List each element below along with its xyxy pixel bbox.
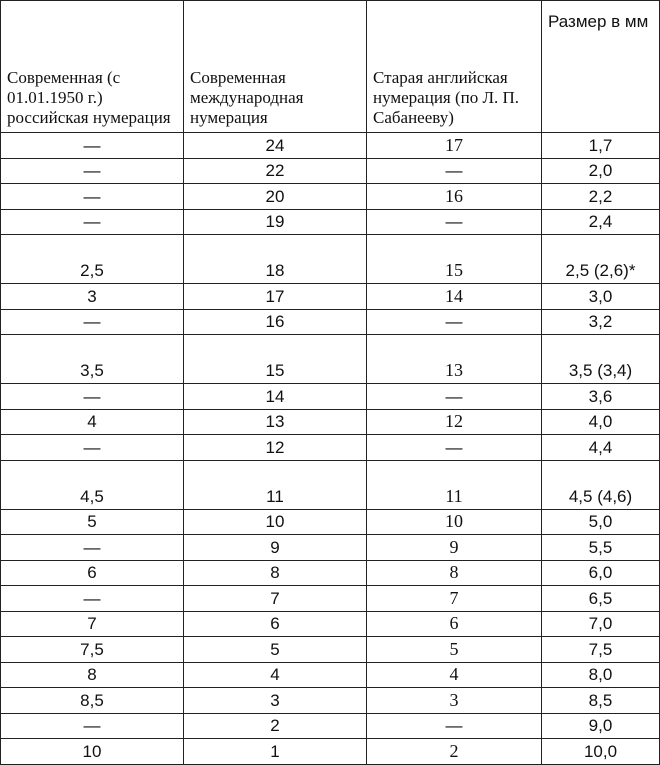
cell-size-mm: 1,7 (542, 133, 660, 159)
table-row (1, 235, 660, 284)
cell-russian-number: 7 (1, 611, 184, 637)
table-row (1, 335, 660, 384)
cell-old-english-number: 11 (367, 460, 542, 509)
cell-russian-number: 2,5 (1, 235, 184, 284)
cell-russian-number: 6 (1, 560, 184, 586)
cell-russian-number: — (1, 435, 184, 461)
cell-international-number: 3 (184, 688, 367, 714)
table-row (1, 586, 660, 612)
table-row (1, 535, 660, 561)
cell-old-english-number: 5 (367, 637, 542, 663)
cell-old-english-number: — (367, 435, 542, 461)
cell-size-mm: 7,0 (542, 611, 660, 637)
cell-international-number: 18 (184, 235, 367, 284)
cell-old-english-number: 17 (367, 133, 542, 159)
header-international-numbering: Современная международная нумерация (184, 1, 367, 133)
header-row (1, 1, 660, 133)
cell-international-number: 12 (184, 435, 367, 461)
cell-russian-number: 10 (1, 739, 184, 765)
table-row (1, 409, 660, 435)
cell-international-number: 13 (184, 409, 367, 435)
table-row (1, 713, 660, 739)
table-row (1, 637, 660, 663)
table-row (1, 560, 660, 586)
cell-size-mm: 4,0 (542, 409, 660, 435)
header-russian-numbering: Современная (с 01.01.1950 г.) российская нумерация (1, 1, 184, 133)
cell-size-mm: 2,2 (542, 184, 660, 210)
cell-old-english-number: — (367, 309, 542, 335)
cell-size-mm: 3,6 (542, 384, 660, 410)
cell-size-mm: 6,0 (542, 560, 660, 586)
cell-size-mm: 7,5 (542, 637, 660, 663)
cell-size-mm: 10,0 (542, 739, 660, 765)
cell-size-mm: 3,5 (3,4) (542, 335, 660, 384)
table-row (1, 184, 660, 210)
table-row (1, 688, 660, 714)
table-row (1, 739, 660, 765)
cell-russian-number: 5 (1, 509, 184, 535)
cell-old-english-number: — (367, 713, 542, 739)
cell-international-number: 22 (184, 158, 367, 184)
cell-old-english-number: 16 (367, 184, 542, 210)
cell-international-number: 10 (184, 509, 367, 535)
cell-old-english-number: — (367, 158, 542, 184)
cell-old-english-number: — (367, 209, 542, 235)
table-row (1, 158, 660, 184)
table-row (1, 384, 660, 410)
cell-international-number: 24 (184, 133, 367, 159)
cell-old-english-number: 15 (367, 235, 542, 284)
cell-size-mm: 3,0 (542, 284, 660, 310)
cell-russian-number: — (1, 133, 184, 159)
cell-size-mm: 8,5 (542, 688, 660, 714)
cell-old-english-number: 3 (367, 688, 542, 714)
cell-old-english-number: 14 (367, 284, 542, 310)
cell-russian-number: 8,5 (1, 688, 184, 714)
table-row (1, 209, 660, 235)
cell-size-mm: 4,4 (542, 435, 660, 461)
header-size-mm: Размер в мм (542, 1, 660, 133)
cell-international-number: 4 (184, 662, 367, 688)
cell-old-english-number: 13 (367, 335, 542, 384)
cell-size-mm: 5,5 (542, 535, 660, 561)
cell-international-number: 5 (184, 637, 367, 663)
table-row (1, 309, 660, 335)
cell-size-mm: 2,0 (542, 158, 660, 184)
cell-russian-number: — (1, 158, 184, 184)
table-row (1, 509, 660, 535)
table-row (1, 435, 660, 461)
cell-russian-number: 3,5 (1, 335, 184, 384)
cell-old-english-number: 4 (367, 662, 542, 688)
cell-international-number: 15 (184, 335, 367, 384)
cell-old-english-number: 2 (367, 739, 542, 765)
cell-russian-number: 4 (1, 409, 184, 435)
cell-russian-number: 8 (1, 662, 184, 688)
cell-size-mm: 2,5 (2,6)* (542, 235, 660, 284)
table-row (1, 611, 660, 637)
cell-size-mm: 2,4 (542, 209, 660, 235)
cell-international-number: 2 (184, 713, 367, 739)
cell-international-number: 6 (184, 611, 367, 637)
cell-international-number: 8 (184, 560, 367, 586)
cell-international-number: 17 (184, 284, 367, 310)
cell-russian-number: 7,5 (1, 637, 184, 663)
cell-international-number: 14 (184, 384, 367, 410)
table-row (1, 133, 660, 159)
cell-russian-number: 3 (1, 284, 184, 310)
cell-size-mm: 6,5 (542, 586, 660, 612)
cell-russian-number: — (1, 309, 184, 335)
cell-size-mm: 9,0 (542, 713, 660, 739)
cell-russian-number: — (1, 586, 184, 612)
cell-size-mm: 8,0 (542, 662, 660, 688)
cell-old-english-number: 12 (367, 409, 542, 435)
cell-old-english-number: 6 (367, 611, 542, 637)
cell-russian-number: — (1, 184, 184, 210)
cell-international-number: 11 (184, 460, 367, 509)
table-row (1, 460, 660, 509)
cell-old-english-number: 10 (367, 509, 542, 535)
cell-russian-number: — (1, 713, 184, 739)
cell-russian-number: — (1, 209, 184, 235)
cell-old-english-number: 8 (367, 560, 542, 586)
cell-international-number: 9 (184, 535, 367, 561)
table-row (1, 662, 660, 688)
header-old-english-numbering: Старая английская нумерация (по Л. П. Сабанееву) (367, 1, 542, 133)
cell-size-mm: 5,0 (542, 509, 660, 535)
cell-old-english-number: 9 (367, 535, 542, 561)
cell-russian-number: — (1, 535, 184, 561)
cell-size-mm: 4,5 (4,6) (542, 460, 660, 509)
cell-old-english-number: 7 (367, 586, 542, 612)
cell-russian-number: — (1, 384, 184, 410)
cell-international-number: 1 (184, 739, 367, 765)
cell-international-number: 16 (184, 309, 367, 335)
cell-international-number: 7 (184, 586, 367, 612)
table-row (1, 284, 660, 310)
cell-russian-number: 4,5 (1, 460, 184, 509)
cell-international-number: 20 (184, 184, 367, 210)
cell-international-number: 19 (184, 209, 367, 235)
cell-old-english-number: — (367, 384, 542, 410)
cell-size-mm: 3,2 (542, 309, 660, 335)
